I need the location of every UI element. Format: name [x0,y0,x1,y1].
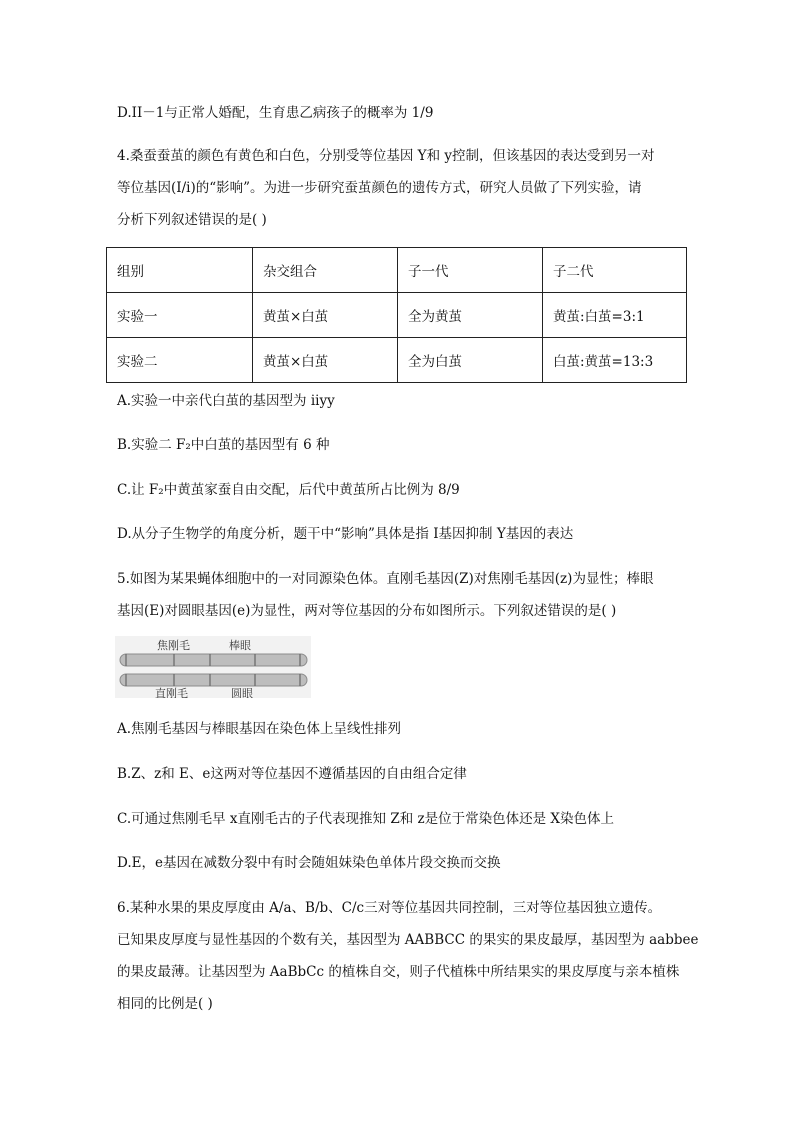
table-cell: 实验一 [107,293,253,338]
q5-stem-line-1: 5.如图为某果蝇体细胞中的一对同源染色体。直刚毛基因(Z)对焦刚毛基因(z)为显性；棒眼 [117,571,654,587]
q4-option-b: B.实验二 F₂中白茧的基因型有 6 种 [117,437,330,453]
q4-option-d: D.从分子生物学的角度分析，题干中“影响”具体是指 I基因抑制 Y基因的表达 [117,526,574,542]
experiment-table [106,247,687,383]
table-cell: 黄茧×白茧 [253,338,398,383]
table-header-cell: 组别 [107,248,253,293]
q5-option-a: A.焦刚毛基因与棒眼基因在染色体上呈线性排列 [117,721,402,737]
q6-stem-line-4: 相同的比例是( ) [117,996,213,1012]
q5-option-c: C.可通过焦刚毛早 x直刚毛古的子代表现推知 Z和 z是位于常染色体还是 X染色体上 [117,811,615,827]
q4-option-a: A.实验一中亲代白茧的基因型为 iiyy [117,393,335,409]
table-row [107,293,687,338]
q3-option-d: D.II－1与正常人婚配，生育患乙病孩子的概率为 1/9 [117,105,434,121]
label-straight-bristle: 直刚毛 [155,687,188,698]
q6-stem-line-3: 的果皮最薄。让基因型为 AaBbCc 的植株自交，则子代植株中所结果实的果皮厚度与亲本植株 [117,964,680,980]
label-scorched-bristle: 焦刚毛 [157,639,190,652]
table-cell: 实验二 [107,338,253,383]
table-header-row [107,248,687,293]
q5-stem-line-2: 基因(E)对圆眼基因(e)为显性，两对等位基因的分布如图所示。下列叙述错误的是( ) [117,603,617,619]
q4-stem-line-1: 4.桑蚕蚕茧的颜色有黄色和白色，分别受等位基因 Y和 y控制，但该基因的表达受到另一对 [117,148,655,164]
upper-chromosome [120,654,307,666]
table-cell: 黄茧×白茧 [253,293,398,338]
homologous-chromosome-figure [115,636,311,698]
q6-stem-line-1: 6.某种水果的果皮厚度由 A/a、B/b、C/c三对等位基因共同控制，三对等位基因独立遗传。 [117,900,662,916]
q5-option-d: D.E，e基因在减数分裂中有时会随姐妹染色单体片段交换而交换 [117,855,501,871]
table-cell: 白茧:黄茧=13:3 [543,338,687,383]
q6-stem-line-2: 已知果皮厚度与显性基因的个数有关，基因型为 AABBCC 的果实的果皮最厚，基因型为 aabbee [117,932,699,948]
lower-chromosome [120,674,307,686]
label-bar-eye: 棒眼 [229,639,251,652]
table-header-cell: 杂交组合 [253,248,398,293]
table-header-cell: 子一代 [398,248,543,293]
table-cell: 全为黄茧 [398,293,543,338]
q5-option-b: B.Z、z和 E、e这两对等位基因不遵循基因的自由组合定律 [117,766,467,782]
table-row [107,338,687,383]
table-header-cell: 子二代 [543,248,687,293]
table-cell: 黄茧:白茧=3:1 [543,293,687,338]
label-round-eye: 圆眼 [231,687,253,698]
table-cell: 全为白茧 [398,338,543,383]
q4-stem-line-3: 分析下列叙述错误的是( ) [117,212,267,228]
q4-stem-line-2: 等位基因(I/i)的“影响”。为进一步研究蚕茧颜色的遗传方式，研究人员做了下列实验，请 [117,180,642,196]
q4-option-c: C.让 F₂中黄茧家蚕自由交配，后代中黄茧所占比例为 8/9 [117,482,460,498]
